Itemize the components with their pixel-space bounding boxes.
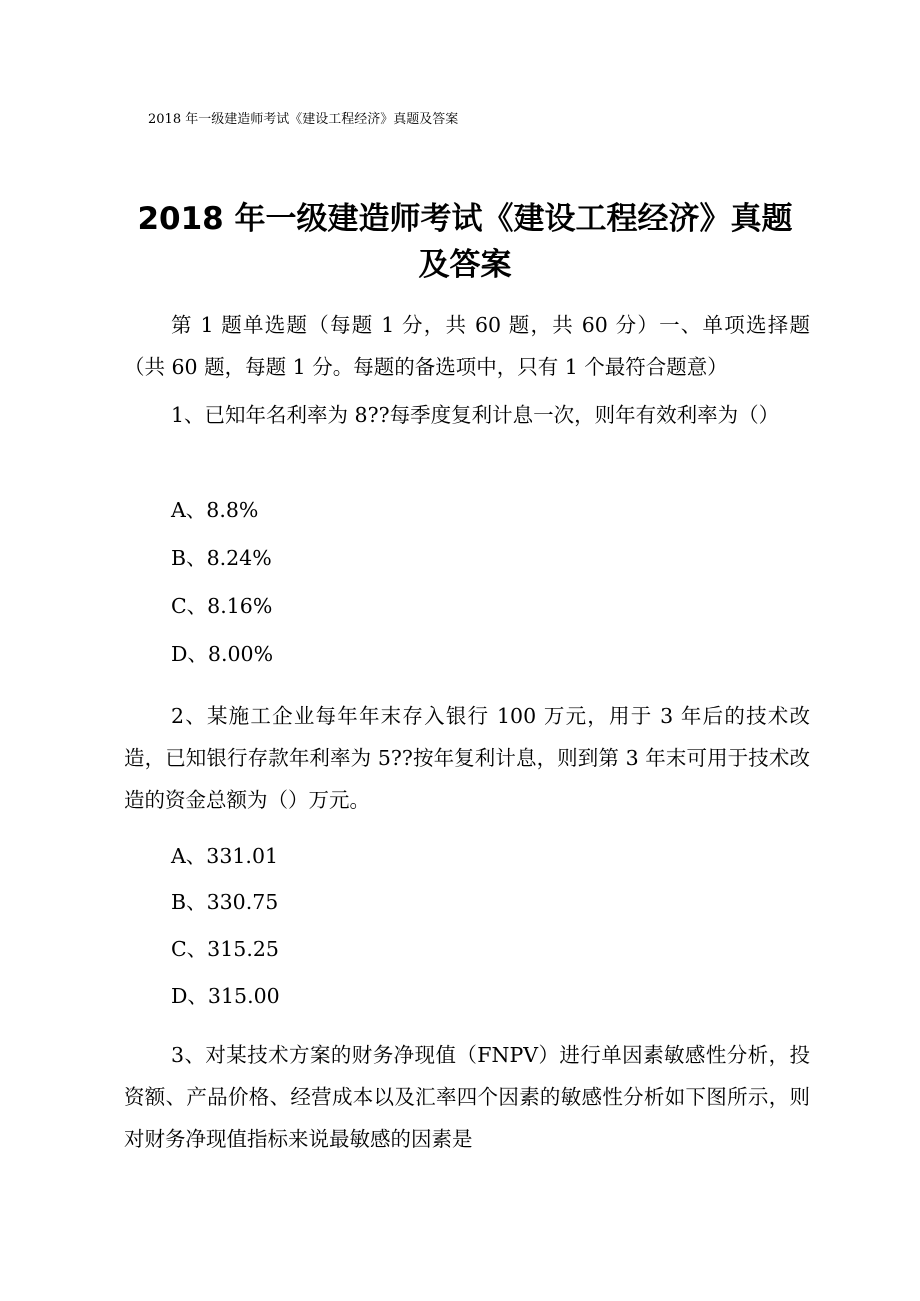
- running-header: 2018 年一级建造师考试《建设工程经济》真题及答案: [148, 112, 459, 127]
- question-3-stem: 3、对某技术方案的财务净现值（FNPV）进行单因素敏感性分析，投资额、产品价格、经营成本以及汇率四个因素的敏感性分析如下图所示，则对财务净现值指标来说最敏感的因素是: [124, 1043, 810, 1151]
- question-2-option-d: D、315.00: [171, 984, 280, 1008]
- question-2-option-c: C、315.25: [171, 937, 279, 961]
- question-1-option-b: B、8.24%: [171, 546, 272, 570]
- question-1-stem: 1、已知年名利率为 8??每季度复利计息一次，则年有效利率为（）: [171, 403, 780, 427]
- question-1-option-c: C、8.16%: [171, 594, 273, 618]
- title-line-1: 2018 年一级建造师考试《建设工程经济》真题: [137, 201, 793, 237]
- question-2-stem: 2、某施工企业每年年末存入银行 100 万元，用于 3 年后的技术改造，已知银行存款年利率为 5??按年复利计息，则到第 3 年末可用于技术改造的资金总额为（）万元。: [124, 704, 810, 812]
- question-1-option-d: D、8.00%: [171, 642, 274, 666]
- document-title: [110, 196, 820, 288]
- question-2-option-a: A、331.01: [171, 844, 279, 868]
- question-1-option-a: A、8.8%: [171, 498, 259, 522]
- title-line-2: 及答案: [418, 247, 512, 283]
- question-2-option-b: B、330.75: [171, 890, 279, 914]
- section-intro: 第 1 题单选题（每题 1 分，共 60 题，共 60 分）一、单项选择题（共 60 题，每题 1 分。每题的备选项中，只有 1 个最符合题意）: [124, 313, 810, 379]
